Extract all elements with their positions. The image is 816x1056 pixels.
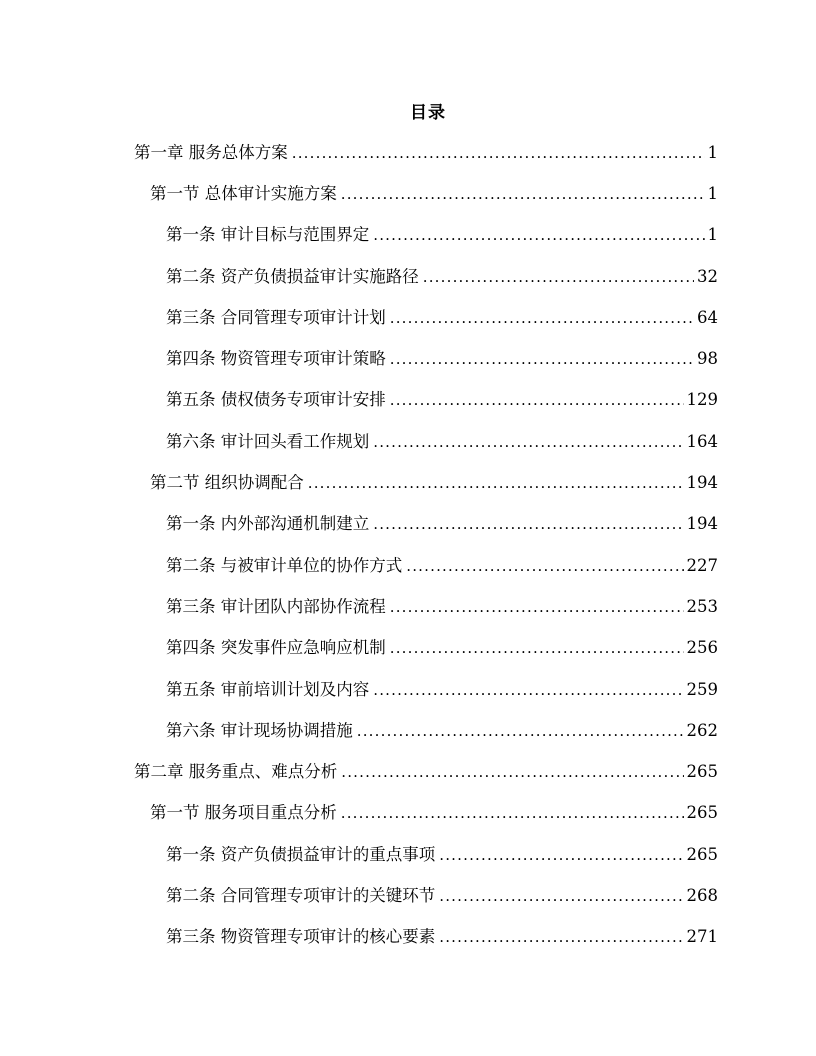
- toc-entry-page-number: 64: [697, 307, 718, 327]
- toc-entry-level-3[interactable]: [0, 380, 718, 421]
- toc-entry-label: 第二章 服务重点、难点分析: [134, 762, 338, 782]
- toc-entry-page-number: 268: [686, 885, 718, 905]
- toc-dot-leader: [357, 720, 684, 742]
- toc-dot-leader: [373, 679, 683, 701]
- toc-entry-label: 第一条 资产负债损益审计的重点事项: [166, 844, 436, 864]
- toc-entry-label: 第三条 合同管理专项审计计划: [166, 307, 386, 327]
- toc-entry-label: 第三条 物资管理专项审计的核心要素: [166, 927, 436, 947]
- toc-entry-page-number: 164: [686, 431, 718, 451]
- toc-entry-label: 第四条 突发事件应急响应机制: [166, 638, 386, 658]
- toc-entry-page-number: 253: [686, 596, 718, 616]
- toc-entry-label: 第一条 审计目标与范围界定: [166, 225, 370, 245]
- toc-entry-page-number: 227: [686, 555, 718, 575]
- toc-dot-leader: [373, 513, 683, 535]
- toc-entry-level-3[interactable]: [0, 256, 718, 297]
- toc-entry-level-3[interactable]: [0, 669, 718, 710]
- toc-dot-leader: [390, 596, 684, 618]
- toc-entry-page-number: 256: [686, 638, 718, 658]
- toc-entry-level-3[interactable]: [0, 215, 718, 256]
- toc-dot-leader: [373, 431, 683, 453]
- toc-entry-label: 第二条 与被审计单位的协作方式: [166, 555, 403, 575]
- toc-entry-page-number: 32: [697, 266, 718, 286]
- toc-entry-label: 第二节 组织协调配合: [150, 473, 304, 493]
- toc-entry-label: 第六条 审计现场协调措施: [166, 720, 353, 740]
- toc-entry-level-3[interactable]: [0, 834, 718, 875]
- toc-entry-level-3[interactable]: [0, 297, 718, 338]
- toc-entry-page-number: 194: [686, 473, 718, 493]
- toc-entry-label: 第五条 债权债务专项审计安排: [166, 390, 386, 410]
- toc-entry-level-2[interactable]: [0, 173, 718, 214]
- toc-title: 目录: [410, 103, 446, 123]
- toc-entry-page-number: 259: [686, 679, 718, 699]
- toc-entry-level-1[interactable]: [0, 132, 718, 173]
- toc-entry-level-2[interactable]: [0, 793, 718, 834]
- toc-dot-leader: [439, 885, 683, 907]
- toc-entry-label: 第四条 物资管理专项审计策略: [166, 349, 386, 369]
- toc-entry-level-3[interactable]: [0, 875, 718, 916]
- toc-entry-page-number: 265: [686, 803, 718, 823]
- toc-entry-level-3[interactable]: [0, 545, 718, 586]
- toc-entry-level-3[interactable]: [0, 504, 718, 545]
- toc-dot-leader: [341, 761, 683, 783]
- toc-dot-leader: [439, 926, 683, 948]
- toc-dot-leader: [390, 389, 684, 411]
- toc-entry-label: 第一条 内外部沟通机制建立: [166, 514, 370, 534]
- toc-dot-leader: [390, 307, 694, 329]
- toc-entry-page-number: 98: [697, 349, 718, 369]
- toc-entry-label: 第一节 总体审计实施方案: [150, 183, 337, 203]
- toc-entry-label: 第六条 审计回头看工作规划: [166, 431, 370, 451]
- toc-entry-page-number: 129: [686, 390, 718, 410]
- toc-entry-level-3[interactable]: [0, 421, 718, 462]
- toc-dot-leader: [439, 844, 683, 866]
- toc-entry-level-3[interactable]: [0, 710, 718, 751]
- toc-entry-level-3[interactable]: [0, 338, 718, 379]
- toc-entry-page-number: 265: [686, 844, 718, 864]
- toc-dot-leader: [341, 183, 705, 205]
- toc-entry-page-number: 262: [686, 720, 718, 740]
- toc-entry-page-number: 194: [686, 514, 718, 534]
- toc-list: [0, 132, 816, 958]
- toc-dot-leader: [373, 224, 704, 246]
- toc-entry-page-number: 265: [686, 762, 718, 782]
- toc-dot-leader: [423, 266, 694, 288]
- toc-entry-label: 第一章 服务总体方案: [134, 142, 288, 162]
- toc-entry-label: 第二条 合同管理专项审计的关键环节: [166, 885, 436, 905]
- toc-entry-page-number: 1: [707, 142, 718, 162]
- toc-entry-label: 第三条 审计团队内部协作流程: [166, 596, 386, 616]
- toc-dot-leader: [308, 472, 684, 494]
- toc-dot-leader: [390, 348, 694, 370]
- toc-entry-label: 第一节 服务项目重点分析: [150, 803, 337, 823]
- toc-entry-level-2[interactable]: [0, 462, 718, 503]
- toc-dot-leader: [341, 802, 684, 824]
- toc-entry-label: 第五条 审前培训计划及内容: [166, 679, 370, 699]
- toc-dot-leader: [292, 142, 705, 164]
- toc-entry-level-3[interactable]: [0, 628, 718, 669]
- toc-entry-level-1[interactable]: [0, 751, 718, 792]
- toc-entry-level-3[interactable]: [0, 586, 718, 627]
- toc-dot-leader: [406, 555, 683, 577]
- toc-entry-label: 第二条 资产负债损益审计实施路径: [166, 266, 419, 286]
- toc-entry-page-number: 1: [707, 225, 718, 245]
- toc-entry-page-number: 1: [707, 183, 718, 203]
- toc-dot-leader: [390, 637, 684, 659]
- toc-entry-level-3[interactable]: [0, 917, 718, 958]
- toc-entry-page-number: 271: [686, 927, 718, 947]
